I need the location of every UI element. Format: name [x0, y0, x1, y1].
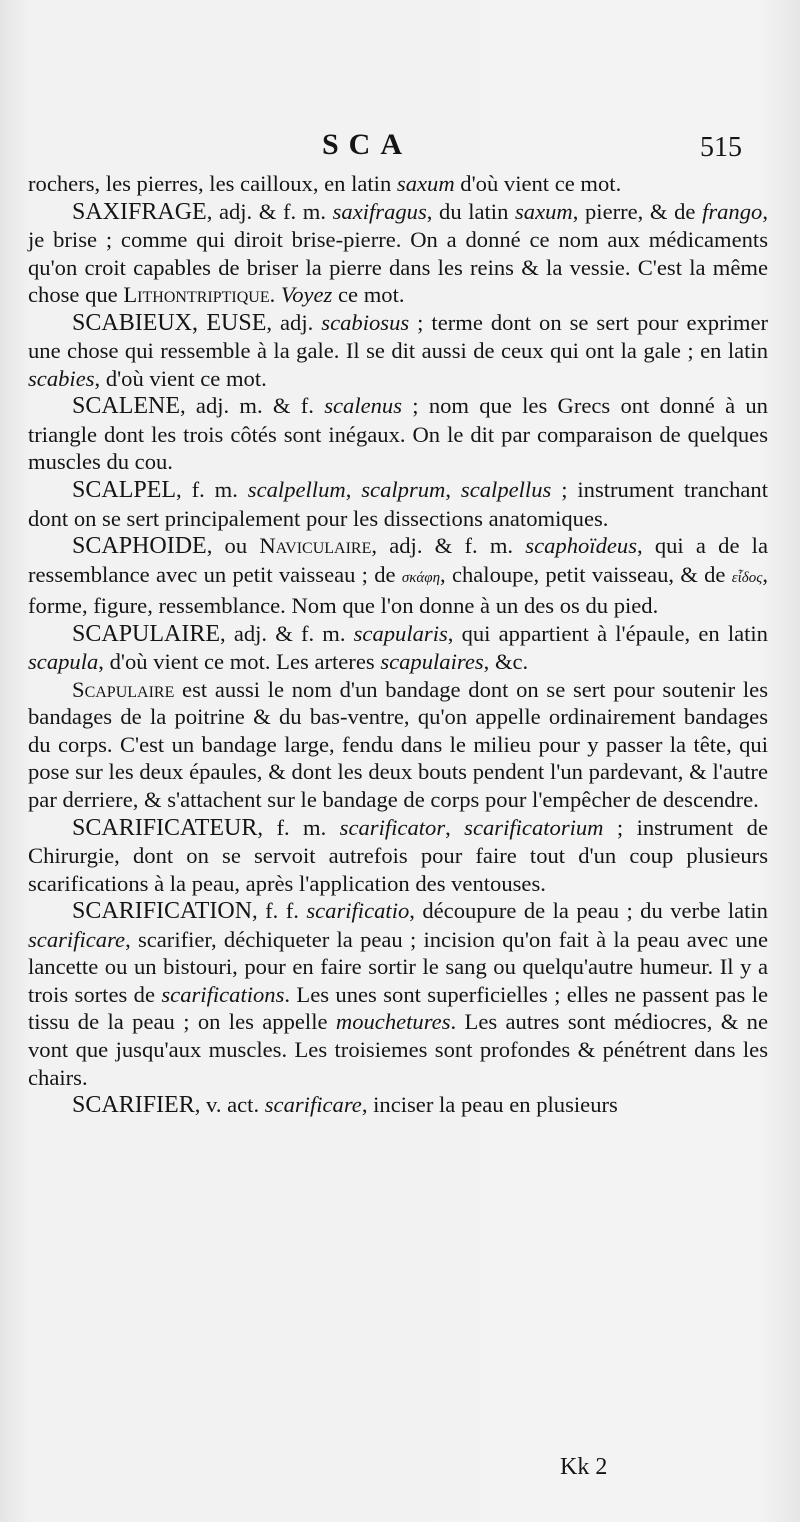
entry-text: ,	[345, 477, 362, 503]
latin-term: scarifications	[161, 981, 285, 1007]
entry-text: ce mot.	[332, 282, 405, 308]
dictionary-entry	[28, 814, 768, 898]
entry-text: , f. m.	[176, 477, 248, 503]
entry-text: d'où vient ce mot.	[454, 171, 622, 196]
entry-text: rochers, les pierres, les cailloux, en latin	[28, 171, 397, 196]
entry-text: , qui appartient à l'épaule, en latin	[447, 620, 768, 646]
dictionary-entry	[28, 392, 768, 476]
entry-text: , découpure de la peau ; du verbe latin	[409, 898, 768, 924]
entry-text: , adj.	[266, 309, 322, 335]
latin-term: scalpellus	[460, 477, 552, 503]
entry-text: , &c.	[483, 649, 529, 675]
entry-text: est aussi le nom d'un bandage dont on se sert pour soutenir les bandages de la poitrine & du bas-ventre, qu'on appelle ordinairement bandages du corps. C'est un bandage large, fendu dans le milieu pour y passer la tête, qui pose sur les deux épaules, & dont les deux bouts pendent l'un pardevant, & l'autre par derriere, & s'attachent sur le bandage de corps pour l'empêcher de descendre.	[28, 676, 768, 813]
latin-term: scapula	[28, 649, 99, 675]
entry-text: .	[269, 282, 281, 308]
dictionary-entry	[28, 532, 768, 620]
entry-text: , ou	[206, 533, 260, 559]
entry-text: , du latin	[426, 198, 515, 224]
running-head	[0, 128, 800, 168]
entry-text: ; terme dont on se sert pour exprimer une chose qui ressemble à la gale. Il se dit aussi de ceux qui ont la gale ; en latin	[28, 309, 769, 364]
entry-text: , adj. & f. m.	[220, 620, 354, 646]
latin-term: scabiosus	[321, 309, 410, 335]
latin-term: scarificatorium	[464, 814, 604, 840]
entry-text: , qui a de la ressemblance avec un petit vaisseau ; de	[28, 533, 768, 587]
entry-text: ,	[445, 477, 461, 503]
latin-term: scalenus	[324, 393, 403, 419]
small-caps-term: Lithontriptique	[123, 282, 270, 308]
dictionary-entry	[28, 897, 768, 1091]
entry-text: . Les autres sont médiocres, & ne vont que jusqu'aux muscles. Les troisiemes sont profondes & pénétrent dans les chairs.	[28, 1009, 768, 1090]
entry-text: , f. m.	[257, 814, 340, 840]
entry-headword: SCALENE	[72, 393, 180, 420]
entry-text: , v. act.	[194, 1092, 265, 1118]
entry-headword: SCABIEUX, EUSE	[72, 309, 267, 336]
entry-text: , adj. & f. m.	[371, 533, 526, 559]
entry-headword: SCARIFIER	[72, 1092, 195, 1119]
dictionary-entry	[28, 198, 768, 309]
latin-term: saxum	[515, 198, 573, 224]
page-number: 515	[700, 132, 742, 163]
latin-term: scapulaires	[380, 649, 484, 675]
dictionary-entry	[28, 676, 768, 814]
entry-text: , scarifier, déchiqueter la peau ; incision qu'on fait à la peau avec une lancette ou un bistouri, pour en faire sortir le sang ou quelqu'autre humeur. Il y a trois sortes de	[28, 926, 768, 1007]
entry-headword: SCAPULAIRE	[72, 620, 221, 647]
entry-text: , je brise ; comme qui diroit brise-pierre. On a donné ce nom aux médicaments qu'on croit capables de briser la pierre dans les reins & la vessie. C'est la même chose que	[28, 198, 768, 308]
latin-term: scarificator	[339, 814, 446, 840]
entry-text: ,	[445, 814, 465, 840]
entry-text: , d'où vient ce mot. Les arteres	[98, 649, 381, 675]
entry-text: , forme, figure, ressemblance. Nom que l'on donne à un des os du pied.	[28, 561, 768, 619]
entry-text: , chaloupe, petit vaisseau, & de	[440, 561, 732, 587]
dictionary-entry	[28, 1091, 768, 1120]
latin-term: frango	[702, 198, 763, 224]
latin-term: scarificare	[264, 1092, 362, 1118]
dictionary-entry	[28, 309, 768, 393]
entry-headword: SCARIFICATION	[72, 898, 253, 925]
running-head-title: SCA	[322, 128, 413, 161]
entry-text: , f. f.	[252, 898, 307, 924]
small-caps-term: Naviculaire	[259, 533, 372, 559]
latin-term: saxum	[396, 171, 455, 196]
entry-continuation	[28, 170, 768, 198]
entry-headword: SCARIFICATEUR	[72, 814, 258, 841]
latin-term: scarificatio	[306, 898, 410, 924]
entry-text: , adj. m. & f.	[180, 393, 325, 419]
latin-term: scabies	[28, 365, 95, 391]
latin-term: mouchetures	[335, 1009, 451, 1035]
dictionary-text	[28, 170, 768, 1120]
entry-text: ; instrument tranchant dont on se sert principalement pour les dissections anatomiques.	[28, 477, 768, 531]
signature-mark: Kk 2	[560, 1454, 608, 1480]
entry-text: ; instrument de Chirurgie, dont on se servoit autrefois pour faire tout d'un coup plusieurs scarifications à la peau, après l'application des ventouses.	[28, 814, 768, 896]
latin-term: scarificare	[28, 926, 126, 952]
latin-term: scalpellum	[247, 477, 346, 503]
latin-term: saxifragus	[332, 198, 427, 224]
entry-headword: SCALPEL	[72, 477, 177, 504]
entry-text: . Les unes sont superficielles ; elles ne passent pas le tissu de la peau ; on les appelle	[28, 981, 768, 1035]
entry-text: , d'où vient ce mot.	[94, 365, 267, 391]
dictionary-entry	[28, 476, 768, 532]
greek-term: εἶδος	[731, 569, 763, 586]
latin-term: Voyez	[280, 282, 333, 308]
small-caps-term: Scapulaire	[72, 676, 175, 702]
latin-term: scalprum	[361, 477, 446, 503]
entry-text: , pierre, & de	[572, 198, 703, 224]
latin-term: scaphoïdeus	[525, 533, 637, 559]
entry-headword: SAXIFRAGE	[72, 198, 207, 225]
entry-text: , inciser la peau en plusieurs	[361, 1092, 618, 1118]
entry-text: , adj. & f. m.	[206, 198, 333, 224]
entry-headword: SCAPHOIDE	[72, 533, 207, 560]
greek-term: σκάφη	[401, 569, 441, 586]
entry-text: ; nom que les Grecs ont donné à un triangle dont les trois côtés sont inégaux. On le dit par comparaison de quelques muscles du cou.	[28, 393, 768, 475]
latin-term: scapularis	[353, 620, 448, 646]
dictionary-entry	[28, 620, 768, 676]
